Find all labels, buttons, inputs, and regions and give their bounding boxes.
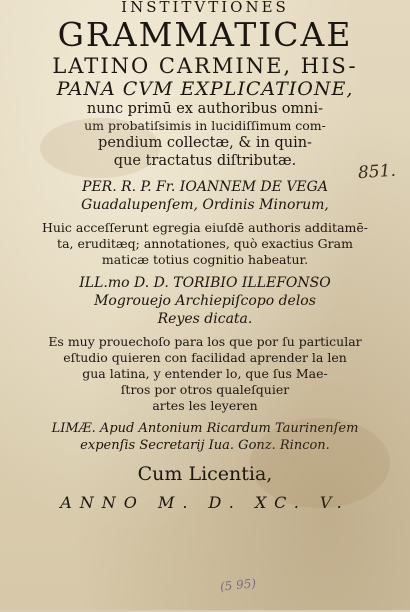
description-line-3: gua latina, y entender lo, que ſus Mae- [82,366,328,381]
imprint-line-1: LIMÆ. Apud Antonium Ricardum Taurinenſem [51,421,359,436]
subtitle-line-1: nunc primū ex authoribus omni- [86,101,324,117]
dedication-line-1: ILL.mo D. D. TORIBIO ILLEFONSO [79,275,331,291]
dedication-line-3: Reyes dicata. [157,311,253,327]
author-line-1: PER. R. P. Fr. IOANNEM DE VEGA [82,179,328,195]
description-line-4: ſtros por otros qualeſquier [120,382,290,397]
dedication-line-2: Mogrouejo Archiepiſcopo delos [94,293,316,309]
description-line-5: artes les leyeren [152,398,258,413]
title-line-4: PANA CVM EXPLICATIONE, [56,78,354,100]
subtitle-line-4: que tractatus diſtributæ. [113,153,297,169]
paper-stain [250,418,390,508]
paper-stain [40,118,160,178]
additions-line-2: ta, eruditæq; annotationes, quò exactius Gram [57,236,353,251]
title-line-1: INSTITVTIONES [121,0,289,16]
author-line-2: Guadalupenſem, Ordinis Minorum, [81,197,329,213]
additions-line-1: Huic acceſſerunt egregia eiuſdē authoris additamē- [41,220,368,235]
handwritten-bottom-note: (5 95) [219,576,257,594]
title-line-3: LATINO CARMINE, HIS- [52,54,358,78]
handwritten-margin-note: 851. [357,160,397,184]
date-line: ANNO M. D. XC. V. [60,493,350,512]
imprint-line-2: expenſis Secretarij Iua. Gonz. Rincon. [80,438,330,453]
license-line: Cum Licentia, [137,463,273,485]
additions-line-3: maticæ totius cognitio habeatur. [101,252,309,267]
description-line-1: Es muy prouechoſo para los que por ſu particular [48,334,362,349]
subtitle-line-2: um probatiſsimis in lucidiſſimum com- [84,118,326,133]
description-line-2: eſtudio quieren con facilidad aprender la len [63,350,347,365]
subtitle-line-3: pendium collectæ, & in quin- [98,135,312,151]
title-line-2: GRAMMATICAE [57,16,353,54]
